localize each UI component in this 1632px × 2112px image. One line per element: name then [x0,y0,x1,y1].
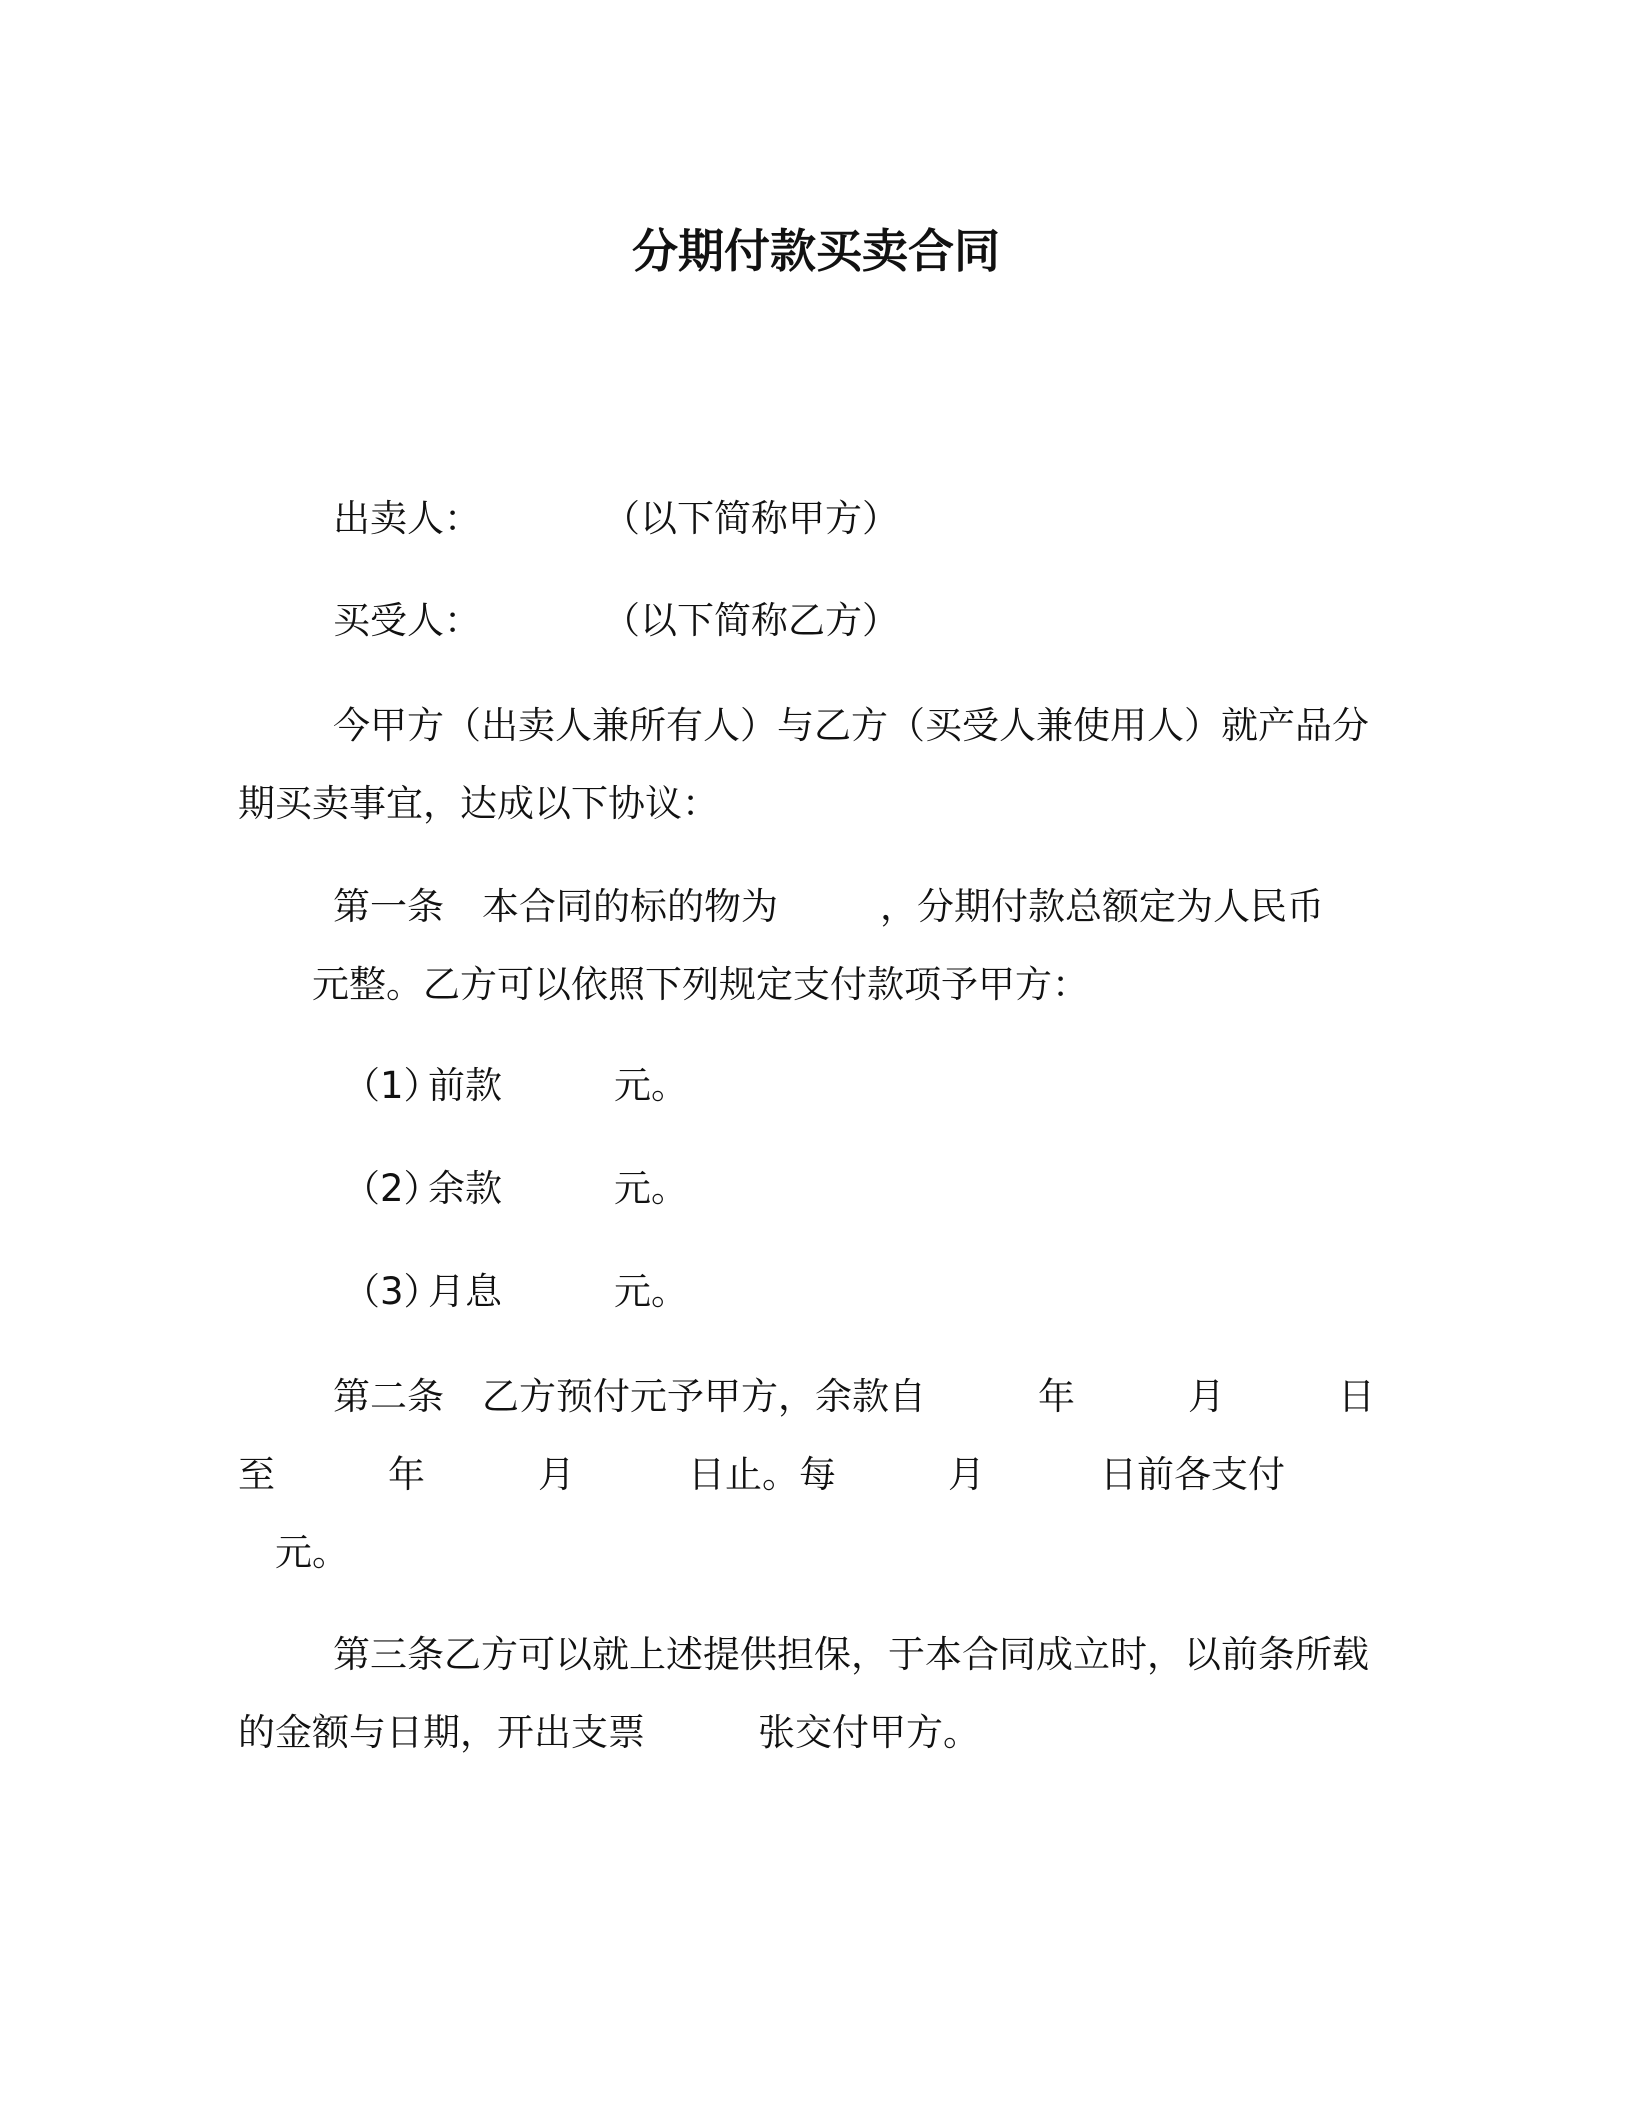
preamble-line-1: 今甲方（出卖人兼所有人）与乙方（买受人兼使用人）就产品分 [333,704,1369,747]
article-2-month-1: 月 [1188,1375,1225,1418]
article-3-line-2b: 张交付甲方。 [758,1711,980,1754]
seller-note: （以下简称甲方） [603,497,899,540]
article-2-line-3: 元。 [275,1531,349,1574]
item-1-unit: 元。 [614,1064,688,1107]
article-1-line-2: 元整。乙方可以依照下列规定支付款项予甲方： [312,963,1089,1006]
article-2-day-3-pay: 日前各支付 [1100,1453,1285,1496]
item-2-number: （2） [343,1167,441,1210]
article-2-day-2-end: 日止。每 [688,1453,836,1496]
article-2-year-1: 年 [1038,1375,1075,1418]
article-2-month-3: 月 [948,1453,985,1496]
article-2-month-2: 月 [538,1453,575,1496]
item-3-unit: 元。 [614,1270,688,1313]
seller-label: 出卖人： [333,497,481,540]
preamble-line-2: 期买卖事宜，达成以下协议： [238,782,719,825]
article-1-text-a: 本合同的标的物为 [482,885,778,928]
item-2-label: 余款 [428,1167,502,1210]
article-2-year-2: 年 [388,1453,425,1496]
buyer-note: （以下简称乙方） [603,599,899,642]
article-1-heading: 第一条 [333,885,444,928]
article-3-line-2a: 的金额与日期，开出支票 [238,1711,645,1754]
item-3-label: 月息 [428,1270,502,1313]
item-1-label: 前款 [428,1064,502,1107]
article-2-text-a: 乙方预付元予甲方，余款自 [482,1375,926,1418]
item-1-number: （1） [343,1064,441,1107]
article-2-to: 至 [238,1453,275,1496]
article-2-day-1: 日 [1338,1375,1375,1418]
buyer-label: 买受人： [333,599,481,642]
article-2-heading: 第二条 [333,1375,444,1418]
item-3-number: （3） [343,1270,441,1313]
article-3-line-1: 第三条乙方可以就上述提供担保，于本合同成立时，以前条所载 [333,1633,1369,1676]
document-title: 分期付款买卖合同 [632,224,1000,278]
item-2-unit: 元。 [614,1167,688,1210]
article-1-text-b: ，分期付款总额定为人民币 [880,885,1324,928]
